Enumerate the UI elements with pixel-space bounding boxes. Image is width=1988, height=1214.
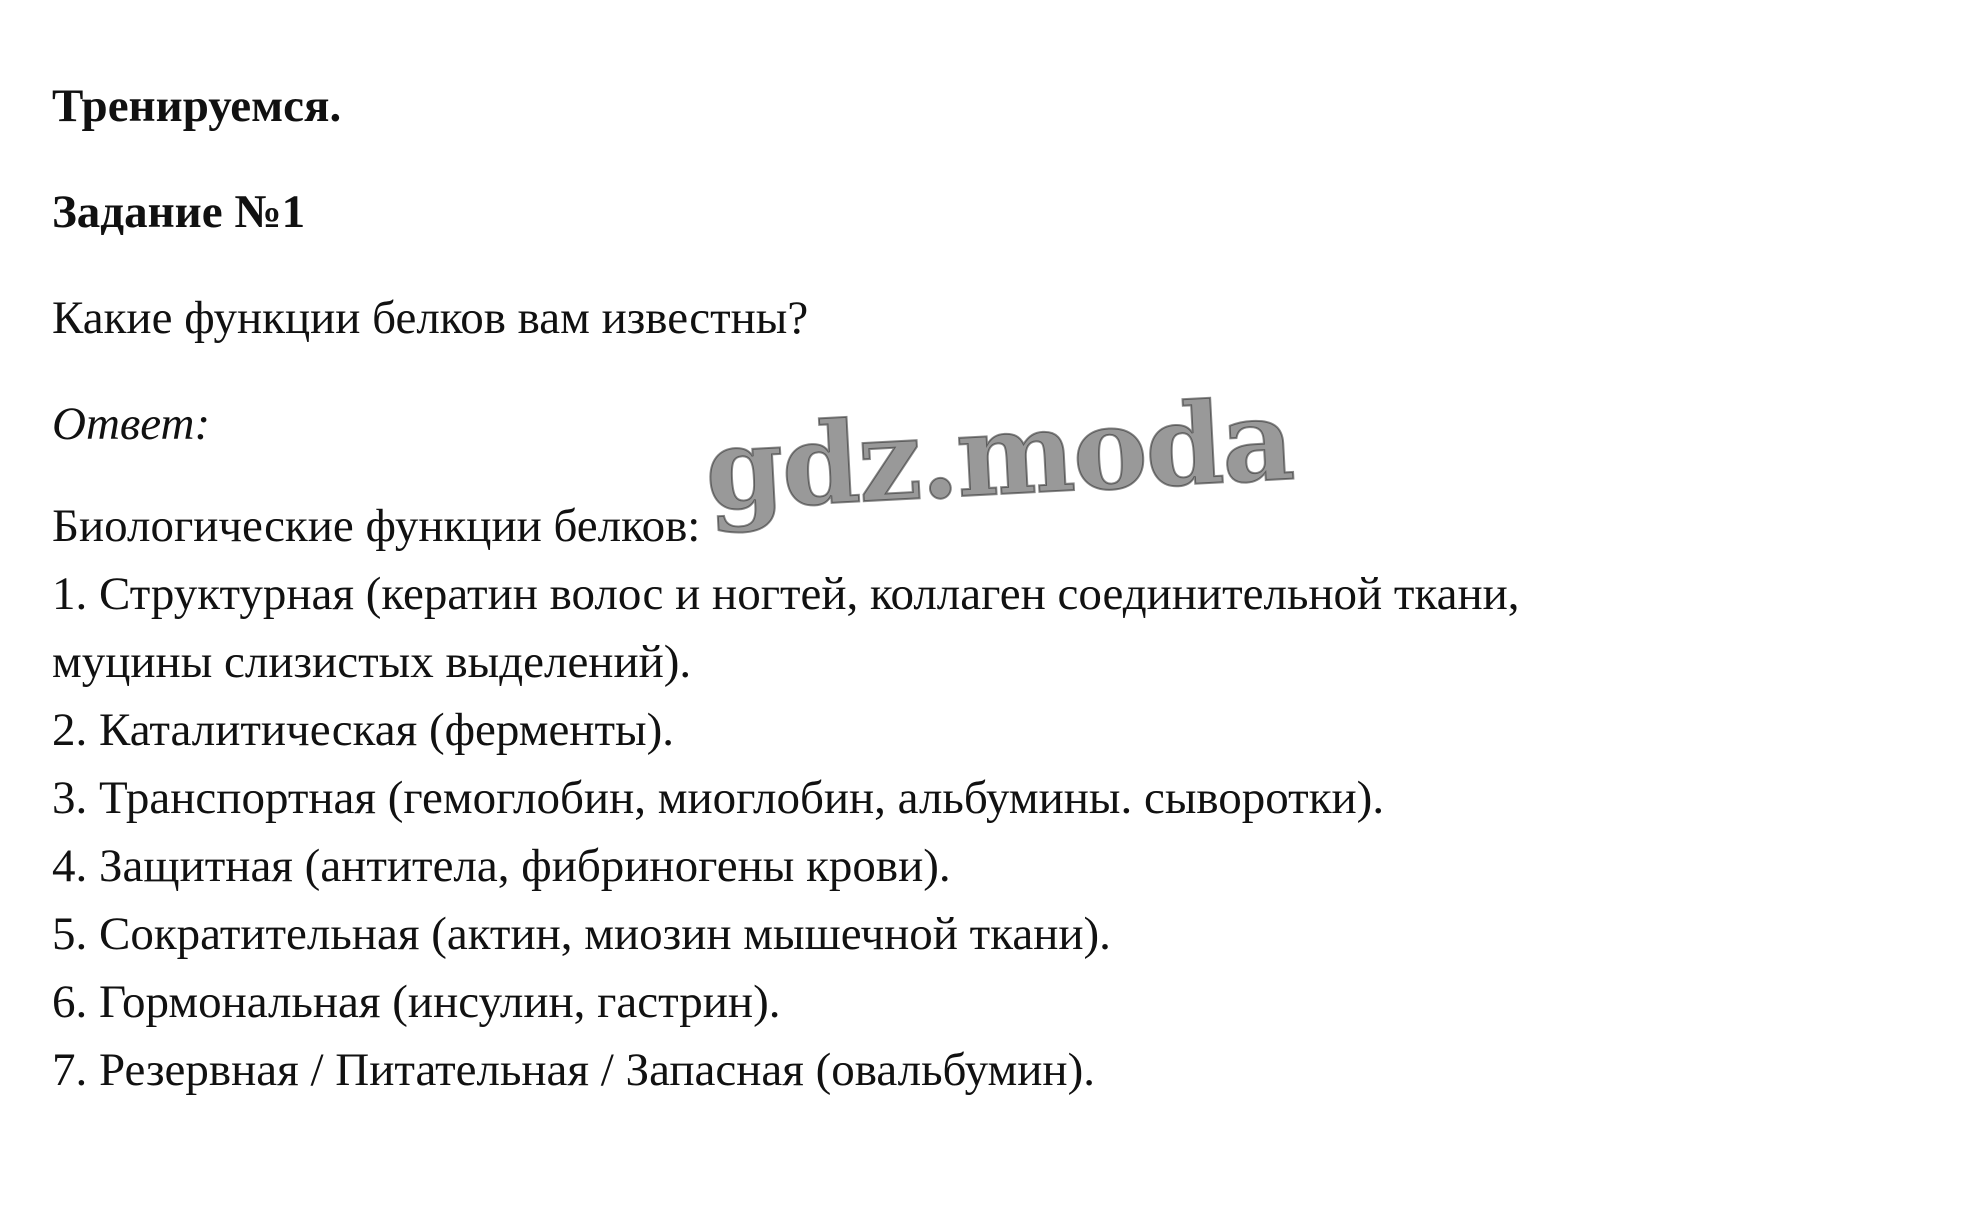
list-item-text: 3. Транспортная (гемоглобин, миоглобин, альбумины. сыворотки).	[52, 772, 1385, 824]
list-item-text: 2. Каталитическая (ферменты).	[52, 704, 674, 756]
list-item-text: 6. Гормональная (инсулин, гастрин).	[52, 976, 781, 1028]
section-heading: Тренируемся.	[52, 80, 342, 132]
list-item	[52, 832, 1952, 900]
watermark-logo: gdz.moda	[701, 374, 1296, 537]
task-title: Задание №1	[52, 186, 306, 238]
list-item-text: 1. Структурная (кератин волос и ногтей, коллаген соединительной ткани,	[52, 568, 1520, 620]
list-item-text-continued: муцины слизистых выделений).	[52, 636, 692, 688]
list-item	[52, 1036, 1952, 1104]
list-item	[52, 764, 1952, 832]
list-item-text: 5. Сократительная (актин, миозин мышечной ткани).	[52, 908, 1111, 960]
answer-label: Ответ:	[52, 398, 211, 450]
question-text: Какие функции белков вам известны?	[52, 292, 809, 344]
answer-intro: Биологические функции белков:	[52, 500, 701, 552]
functions-list	[52, 560, 1952, 1104]
list-item-text: 7. Резервная / Питательная / Запасная (овальбумин).	[52, 1044, 1095, 1096]
list-item	[52, 560, 1952, 696]
list-item	[52, 696, 1952, 764]
document-page	[52, 78, 1952, 1104]
list-item	[52, 900, 1952, 968]
list-item	[52, 968, 1952, 1036]
list-item-text: 4. Защитная (антитела, фибриногены крови).	[52, 840, 951, 892]
answer-body	[52, 492, 1952, 1104]
